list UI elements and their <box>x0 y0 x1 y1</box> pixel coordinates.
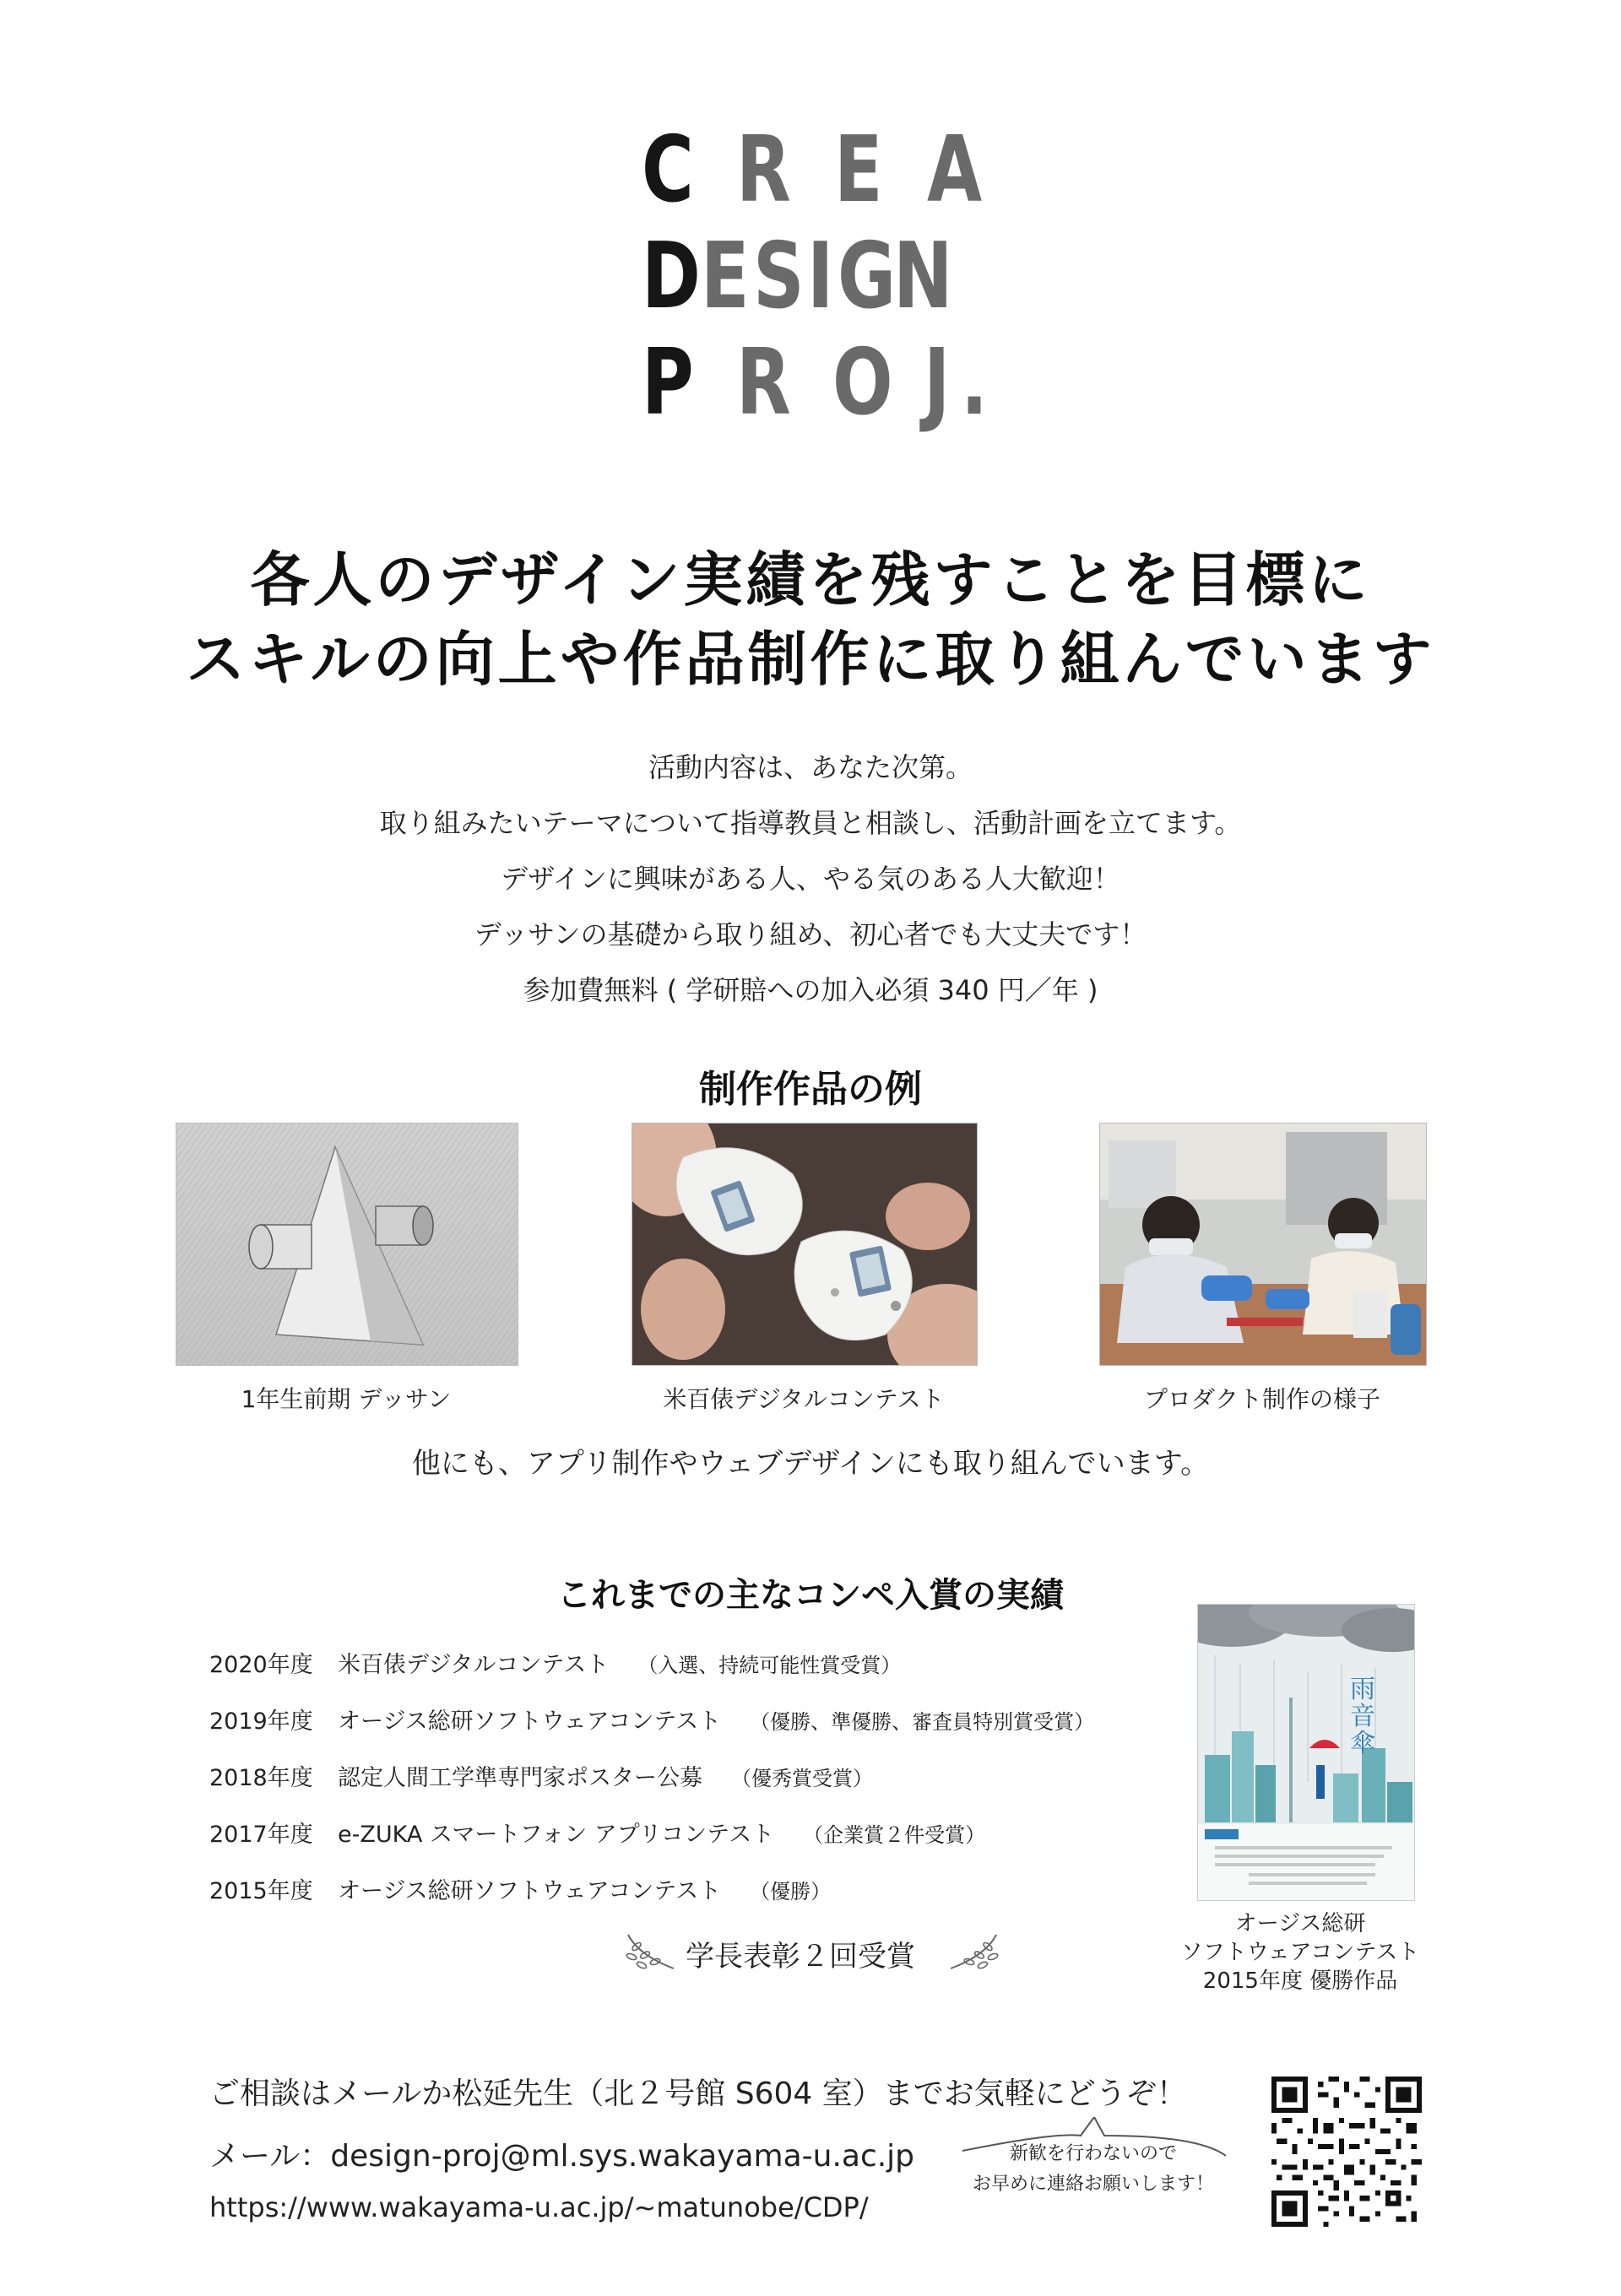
logo-letter: R <box>736 330 791 436</box>
works-caption: プロダクト制作の様子 <box>1143 1385 1380 1413</box>
logo-letter: D <box>642 224 701 329</box>
bubble-line: 新歓を行わないので <box>1009 2143 1177 2164</box>
other-activities-text: 他にも、アプリ制作やウェブデザインにも取り組んでいます。 <box>411 1447 1210 1481</box>
award-row <box>209 1646 901 1679</box>
poster-title-char: 傘 <box>1350 1729 1375 1758</box>
intro-text <box>0 739 1621 1018</box>
award-row <box>209 1703 1094 1736</box>
logo-letter: J <box>924 330 951 436</box>
logo-letter: G <box>838 224 897 329</box>
logo-letter: . <box>961 330 989 436</box>
award-poster-image <box>1197 1604 1415 1901</box>
award-year: 2017年度 <box>209 1822 313 1848</box>
award-note: （企業賞２件受賞） <box>803 1823 986 1847</box>
logo-letter: R <box>736 117 791 223</box>
logo-letter: I <box>807 224 834 329</box>
bubble-line: お早めに連絡お願いします！ <box>972 2174 1214 2195</box>
poster-caption-line: ソフトウェアコンテスト <box>1180 1940 1420 1965</box>
logo-letter: E <box>834 117 883 223</box>
awards-title: これまでの主なコンペ入賞の実績 <box>557 1576 1064 1615</box>
award-row <box>209 1759 873 1792</box>
contact-url[interactable]: https://www.wakayama-u.ac.jp/~matunobe/CDP/ <box>209 2191 869 2223</box>
intro-line: 参加費無料 ( 学研賠への加入必須 340 円／年 ) <box>523 974 1098 1006</box>
works-caption: 米百俵デジタルコンテスト <box>663 1385 945 1413</box>
logo-letter: O <box>832 330 893 436</box>
award-row <box>209 1872 831 1905</box>
logo-letter: E <box>701 224 750 329</box>
bubble-text <box>954 2139 1233 2200</box>
headline-line-2: スキルの向上や作品制作に取り組んでいます <box>186 625 1435 694</box>
intro-line: デッサンの基礎から取り組め、初心者でも大丈夫です！ <box>474 918 1147 950</box>
award-year: 2015年度 <box>209 1878 313 1904</box>
logo-letter: P <box>642 330 694 436</box>
award-note: （優勝） <box>750 1880 832 1903</box>
award-note: （優秀賞受賞） <box>731 1767 873 1790</box>
poster-title-char: 音 <box>1350 1702 1375 1731</box>
award-year: 2019年度 <box>209 1708 313 1735</box>
works-caption: 1年生前期 デッサン <box>241 1385 452 1413</box>
qr-code-icon[interactable] <box>1271 2077 1422 2227</box>
intro-line: 取り組みたいテーマについて指導教員と相談し、活動計画を立てます。 <box>379 807 1242 839</box>
award-contest: オージス総研ソフトウェアコンテスト <box>338 1878 722 1904</box>
award-note: （優勝、準優勝、審査員特別賞受賞） <box>750 1710 1095 1734</box>
laurel-left-icon <box>621 1930 680 1977</box>
logo-letter: N <box>893 224 953 329</box>
award-poster-caption <box>1165 1909 1435 1995</box>
pencil-drawing-image <box>176 1123 518 1366</box>
award-note: （入選、持続可能性賞受賞） <box>637 1654 902 1677</box>
logo-letter: C <box>642 117 694 223</box>
award-contest: 米百俵デジタルコンテスト <box>338 1652 610 1678</box>
honor-text: 学長表彰２回受賞 <box>686 1940 915 1974</box>
intro-line: デザインに興味がある人、やる気のある人大歓迎！ <box>501 863 1120 895</box>
digital-device-image <box>632 1123 978 1366</box>
award-year: 2018年度 <box>209 1765 313 1791</box>
headline <box>0 540 1621 699</box>
award-contest: オージス総研ソフトウェアコンテスト <box>338 1708 722 1735</box>
award-row <box>209 1816 985 1849</box>
intro-line: 活動内容は、あなた次第。 <box>648 751 973 783</box>
logo-letter: S <box>753 224 805 329</box>
award-contest: 認定人間工学準専門家ポスター公募 <box>338 1765 702 1791</box>
laurel-right-icon <box>944 1930 1003 1977</box>
contact-intro: ご相談はメールか松延先生（北２号館 S604 室）までお気軽にどうぞ！ <box>209 2077 1187 2111</box>
award-contest: e-ZUKA スマートフォン アプリコンテスト <box>338 1822 775 1848</box>
works-title: 制作作品の例 <box>699 1068 922 1111</box>
poster-caption-line: 2015年度 優勝作品 <box>1202 1968 1398 1994</box>
product-work-photo <box>1099 1123 1427 1366</box>
logo-letter: A <box>927 117 983 223</box>
poster-caption-line: オージス総研 <box>1234 1911 1366 1936</box>
award-year: 2020年度 <box>209 1652 313 1678</box>
contact-email[interactable]: メール：design-proj@ml.sys.wakayama-u.ac.jp <box>209 2139 915 2174</box>
headline-line-1: 各人のデザイン実績を残すことを目標に <box>250 545 1371 615</box>
poster-title: 雨 <box>1350 1675 1375 1704</box>
crea-design-proj-logo <box>642 117 996 446</box>
